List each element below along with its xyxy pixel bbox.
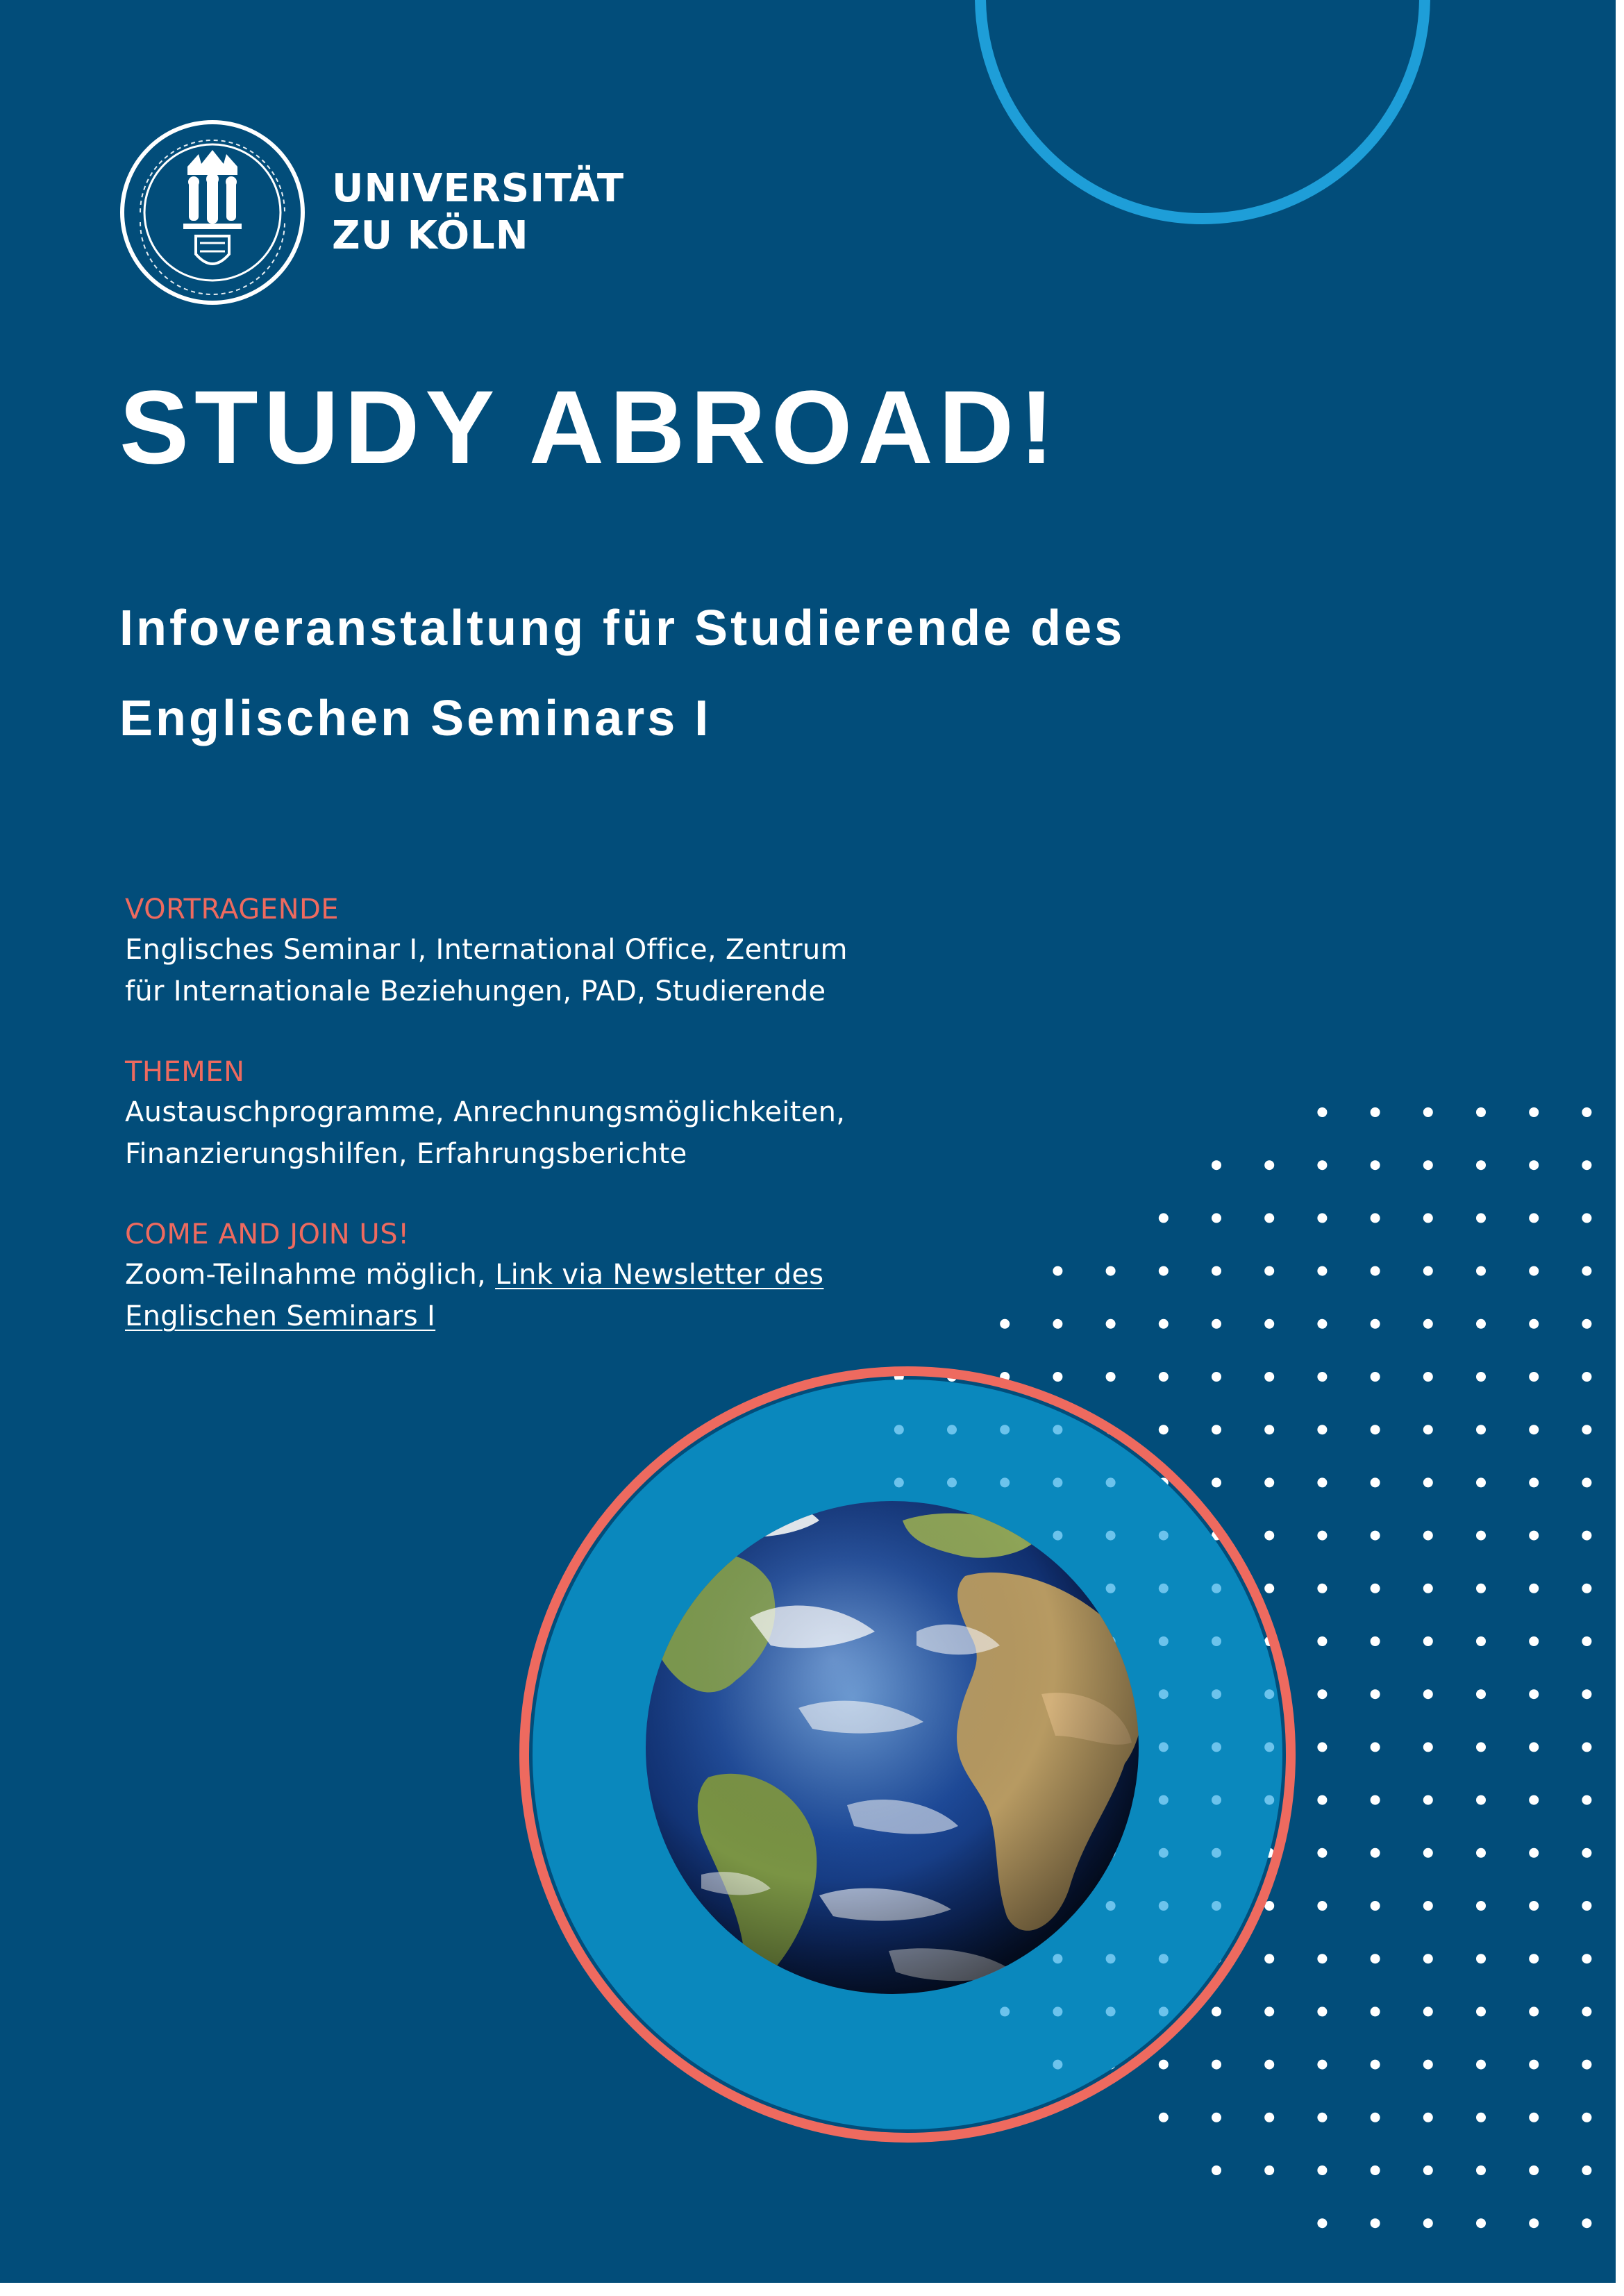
speakers-text	[125, 929, 903, 1012]
pattern-dot	[1529, 1425, 1539, 1434]
pattern-dot	[1159, 2006, 1169, 2016]
pattern-dot	[1371, 1425, 1380, 1434]
pattern-dot	[1264, 1213, 1274, 1223]
pattern-dot	[1159, 1584, 1169, 1593]
pattern-dot	[1582, 1213, 1591, 1223]
pattern-dot	[1582, 2060, 1591, 2070]
pattern-dot	[1317, 1689, 1327, 1699]
pattern-dot	[1582, 1372, 1591, 1382]
pattern-dot	[1053, 1531, 1062, 1541]
pattern-dot	[1106, 1954, 1116, 1963]
pattern-dot	[1106, 1901, 1116, 1911]
pattern-dot	[1476, 1636, 1486, 1646]
page-title: STUDY ABROAD!	[119, 369, 1060, 485]
pattern-dot	[1371, 1689, 1380, 1699]
topics-block	[125, 1053, 903, 1175]
pattern-dot	[1476, 2006, 1486, 2016]
pattern-dot	[1000, 2006, 1010, 2016]
pattern-dot	[1317, 2113, 1327, 2122]
pattern-dot	[1371, 1742, 1380, 1752]
pattern-dot	[1582, 1742, 1591, 1752]
pattern-dot	[1476, 1213, 1486, 1223]
pattern-dot	[1529, 1372, 1539, 1382]
speakers-line1: Englisches Seminar I, International Office, Zentrum	[125, 934, 848, 966]
pattern-dot	[1423, 1742, 1433, 1752]
pattern-dot	[1371, 2218, 1380, 2228]
pattern-dot	[1317, 1425, 1327, 1434]
pattern-dot	[1264, 1160, 1274, 1170]
event-subtitle-line2: Englischen Seminars I	[119, 691, 712, 746]
pattern-dot	[1529, 1636, 1539, 1646]
pattern-dot	[1423, 1266, 1433, 1276]
pattern-dot	[1053, 2060, 1062, 2070]
pattern-dot	[1529, 2218, 1539, 2228]
pattern-dot	[1264, 1689, 1274, 1699]
pattern-dot	[1423, 2113, 1433, 2122]
pattern-dot	[1423, 1319, 1433, 1329]
pattern-dot	[1212, 1689, 1221, 1699]
pattern-dot	[1212, 1372, 1221, 1382]
pattern-dot	[1371, 1954, 1380, 1963]
pattern-dot	[1159, 1425, 1169, 1434]
pattern-dot	[1529, 1742, 1539, 1752]
pattern-dot	[1582, 1584, 1591, 1593]
pattern-dot	[1317, 1319, 1327, 1329]
pattern-dot	[1582, 1425, 1591, 1434]
pattern-dot	[1476, 2165, 1486, 2175]
pattern-dot	[1476, 1107, 1486, 1117]
pattern-dot	[1159, 1954, 1169, 1963]
pattern-dot	[1476, 1954, 1486, 1963]
pattern-dot	[1159, 1689, 1169, 1699]
pattern-dot	[1371, 2165, 1380, 2175]
pattern-dot	[1264, 1319, 1274, 1329]
topics-heading: THEMEN	[125, 1056, 245, 1088]
pattern-dot	[1264, 1954, 1274, 1963]
pattern-dot	[1423, 1160, 1433, 1170]
pattern-dot	[1212, 1636, 1221, 1646]
pattern-dot	[1423, 1584, 1433, 1593]
pattern-dot	[1053, 1372, 1062, 1382]
university-seal-icon	[118, 118, 307, 307]
pattern-dot	[1582, 1795, 1591, 1805]
university-name-line1: UNIVERSITÄT	[332, 166, 625, 211]
pattern-dot	[1423, 1531, 1433, 1541]
pattern-dot	[1317, 1901, 1327, 1911]
pattern-dot	[1476, 1584, 1486, 1593]
university-name	[332, 165, 624, 260]
pattern-dot	[1264, 2060, 1274, 2070]
pattern-dot	[1317, 1742, 1327, 1752]
pattern-dot	[1476, 1742, 1486, 1752]
newsletter-link-part1[interactable]: Link via Newsletter des	[495, 1259, 824, 1291]
pattern-dot	[1476, 2218, 1486, 2228]
pattern-dot	[1529, 1954, 1539, 1963]
pattern-dot	[1212, 1848, 1221, 1858]
pattern-dot	[1212, 1425, 1221, 1434]
pattern-dot	[1371, 1531, 1380, 1541]
pattern-dot	[1529, 1901, 1539, 1911]
pattern-dot	[1423, 1372, 1433, 1382]
pattern-dot	[1317, 1266, 1327, 1276]
pattern-dot	[1106, 1477, 1116, 1487]
pattern-dot	[1529, 2165, 1539, 2175]
pattern-dot	[1371, 2006, 1380, 2016]
pattern-dot	[1212, 1584, 1221, 1593]
pattern-dot	[1212, 1266, 1221, 1276]
pattern-dot	[1000, 1425, 1010, 1434]
pattern-dot	[1317, 1795, 1327, 1805]
speakers-heading: VORTRAGENDE	[125, 894, 340, 925]
pattern-dot	[1476, 1425, 1486, 1434]
pattern-dot	[1529, 2113, 1539, 2122]
pattern-dot	[1317, 1160, 1327, 1170]
pattern-dot	[1212, 1795, 1221, 1805]
pattern-dot	[1053, 1425, 1062, 1434]
pattern-dot	[1423, 1636, 1433, 1646]
pattern-dot	[1529, 1107, 1539, 1117]
join-line1	[125, 1254, 903, 1296]
pattern-dot	[1264, 1742, 1274, 1752]
pattern-dot	[1371, 1584, 1380, 1593]
pattern-dot	[1529, 2060, 1539, 2070]
pattern-dot	[1212, 2165, 1221, 2175]
pattern-dot	[1582, 1689, 1591, 1699]
university-name-line2: ZU KÖLN	[332, 213, 529, 258]
pattern-dot	[1371, 2060, 1380, 2070]
join-text	[125, 1254, 903, 1337]
pattern-dot	[947, 1477, 957, 1487]
pattern-dot	[1264, 1477, 1274, 1487]
pattern-dot	[1317, 1636, 1327, 1646]
pattern-dot	[1317, 1372, 1327, 1382]
pattern-dot	[1423, 1689, 1433, 1699]
pattern-dot	[1582, 1160, 1591, 1170]
pattern-dot	[1371, 1372, 1380, 1382]
pattern-dot	[894, 1477, 904, 1487]
pattern-dot	[1159, 2060, 1169, 2070]
pattern-dot	[1582, 2218, 1591, 2228]
pattern-dot	[1159, 1266, 1169, 1276]
top-ring	[980, 0, 1425, 219]
pattern-dot	[1371, 1319, 1380, 1329]
pattern-dot	[1582, 1901, 1591, 1911]
join-line2	[125, 1296, 903, 1337]
pattern-dot	[1529, 2006, 1539, 2016]
pattern-dot	[1159, 1848, 1169, 1858]
pattern-dot	[1529, 1689, 1539, 1699]
pattern-dot	[1582, 1848, 1591, 1858]
pattern-dot	[1106, 1372, 1116, 1382]
pattern-dot	[1423, 1425, 1433, 1434]
pattern-dot	[1476, 1319, 1486, 1329]
pattern-dot	[1529, 1319, 1539, 1329]
pattern-dot	[1212, 1901, 1221, 1911]
university-logo	[118, 118, 624, 307]
pattern-dot	[1317, 1531, 1327, 1541]
pattern-dot	[1582, 1531, 1591, 1541]
pattern-dot	[1423, 1213, 1433, 1223]
pattern-dot	[1317, 1848, 1327, 1858]
pattern-dot	[1423, 1848, 1433, 1858]
join-prefix: Zoom-Teilnahme möglich,	[125, 1259, 496, 1291]
pattern-dot	[1582, 1954, 1591, 1963]
pattern-dot	[1159, 1742, 1169, 1752]
pattern-dot	[1476, 2113, 1486, 2122]
pattern-dot	[1423, 2218, 1433, 2228]
pattern-dot	[1371, 1636, 1380, 1646]
pattern-dot	[1264, 1425, 1274, 1434]
pattern-dot	[1317, 2006, 1327, 2016]
pattern-dot	[1423, 1954, 1433, 1963]
pattern-dot	[1264, 1372, 1274, 1382]
pattern-dot	[1371, 1795, 1380, 1805]
pattern-dot	[1476, 1531, 1486, 1541]
pattern-dot	[1106, 1319, 1116, 1329]
pattern-dot	[1423, 1795, 1433, 1805]
pattern-dot	[1212, 1213, 1221, 1223]
pattern-dot	[1053, 2006, 1062, 2016]
pattern-dot	[894, 1425, 904, 1434]
pattern-dot	[1212, 1160, 1221, 1170]
pattern-dot	[1264, 1795, 1274, 1805]
pattern-dot	[1264, 1266, 1274, 1276]
pattern-dot	[1529, 1213, 1539, 1223]
topics-line2: Finanzierungshilfen, Erfahrungsberichte	[125, 1138, 687, 1170]
event-subtitle-line1: Infoveranstaltung für Studierende des	[119, 601, 1125, 656]
pattern-dot	[1000, 1477, 1010, 1487]
pattern-dot	[1212, 2006, 1221, 2016]
pattern-dot	[947, 1425, 957, 1434]
pattern-dot	[1317, 2165, 1327, 2175]
speakers-line2: für Internationale Beziehungen, PAD, Studierende	[125, 975, 826, 1007]
pattern-dot	[1317, 1107, 1327, 1117]
speakers-block	[125, 890, 903, 1012]
pattern-dot	[1529, 1266, 1539, 1276]
pattern-dot	[1159, 1372, 1169, 1382]
event-subtitle	[119, 583, 1125, 764]
pattern-dot	[1582, 2006, 1591, 2016]
pattern-dot	[1053, 1266, 1062, 1276]
pattern-dot	[1053, 1319, 1062, 1329]
pattern-dot	[1159, 1531, 1169, 1541]
pattern-dot	[1476, 1266, 1486, 1276]
pattern-dot	[1264, 2165, 1274, 2175]
pattern-dot	[1264, 2113, 1274, 2122]
pattern-dot	[1529, 1477, 1539, 1487]
join-block	[125, 1215, 903, 1337]
pattern-dot	[1106, 2006, 1116, 2016]
pattern-dot	[1264, 1531, 1274, 1541]
pattern-dot	[1000, 1319, 1010, 1329]
pattern-dot	[1212, 1477, 1221, 1487]
pattern-dot	[1264, 2006, 1274, 2016]
pattern-dot	[1529, 1531, 1539, 1541]
newsletter-link-part2[interactable]: Englischen Seminars I	[125, 1300, 436, 1332]
pattern-dot	[1371, 1213, 1380, 1223]
pattern-dot	[1423, 1477, 1433, 1487]
pattern-dot	[1053, 1477, 1062, 1487]
pattern-dot	[1423, 2060, 1433, 2070]
pattern-dot	[1423, 1107, 1433, 1117]
pattern-dot	[1582, 1319, 1591, 1329]
pattern-dot	[1371, 1160, 1380, 1170]
pattern-dot	[1582, 1266, 1591, 1276]
pattern-dot	[1476, 1372, 1486, 1382]
pattern-dot	[1529, 1848, 1539, 1858]
pattern-dot	[1212, 1319, 1221, 1329]
pattern-dot	[1212, 2060, 1221, 2070]
pattern-dot	[1053, 1954, 1062, 1963]
pattern-dot	[1159, 1901, 1169, 1911]
pattern-dot	[1106, 1531, 1116, 1541]
pattern-dot	[1212, 2113, 1221, 2122]
pattern-dot	[1371, 1266, 1380, 1276]
pattern-dot	[1582, 2113, 1591, 2122]
pattern-dot	[1371, 2113, 1380, 2122]
pattern-dot	[1371, 1901, 1380, 1911]
pattern-dot	[1317, 1213, 1327, 1223]
pattern-dot	[1159, 1636, 1169, 1646]
pattern-dot	[1159, 1213, 1169, 1223]
pattern-dot	[1529, 1795, 1539, 1805]
pattern-dot	[1423, 1901, 1433, 1911]
pattern-dot	[1106, 1584, 1116, 1593]
pattern-dot	[1264, 1584, 1274, 1593]
pattern-dot	[1476, 1795, 1486, 1805]
pattern-dot	[1423, 2165, 1433, 2175]
pattern-dot	[1476, 1160, 1486, 1170]
pattern-dot	[1317, 1584, 1327, 1593]
pattern-dot	[1582, 1477, 1591, 1487]
pattern-dot	[1529, 1584, 1539, 1593]
pattern-dot	[1476, 1477, 1486, 1487]
pattern-dot	[1106, 1266, 1116, 1276]
pattern-dot	[1476, 1689, 1486, 1699]
pattern-dot	[1317, 2218, 1327, 2228]
pattern-dot	[1317, 1477, 1327, 1487]
pattern-dot	[1159, 1319, 1169, 1329]
pattern-dot	[1317, 1954, 1327, 1963]
info-section	[125, 890, 903, 1377]
pattern-dot	[1582, 1636, 1591, 1646]
pattern-dot	[1582, 1107, 1591, 1117]
pattern-dot	[1159, 1795, 1169, 1805]
pattern-dot	[1371, 1848, 1380, 1858]
pattern-dot	[1159, 2113, 1169, 2122]
pattern-dot	[1529, 1160, 1539, 1170]
pattern-dot	[1423, 2006, 1433, 2016]
pattern-dot	[1582, 2165, 1591, 2175]
pattern-dot	[1476, 2060, 1486, 2070]
topics-text	[125, 1091, 903, 1175]
pattern-dot	[1371, 1107, 1380, 1117]
join-heading: COME AND JOIN US!	[125, 1218, 410, 1250]
pattern-dot	[1317, 2060, 1327, 2070]
topics-line1: Austauschprogramme, Anrechnungsmöglichkeiten,	[125, 1096, 846, 1128]
pattern-dot	[1476, 1901, 1486, 1911]
pattern-dot	[1476, 1848, 1486, 1858]
pattern-dot	[1212, 1742, 1221, 1752]
pattern-dot	[1371, 1477, 1380, 1487]
